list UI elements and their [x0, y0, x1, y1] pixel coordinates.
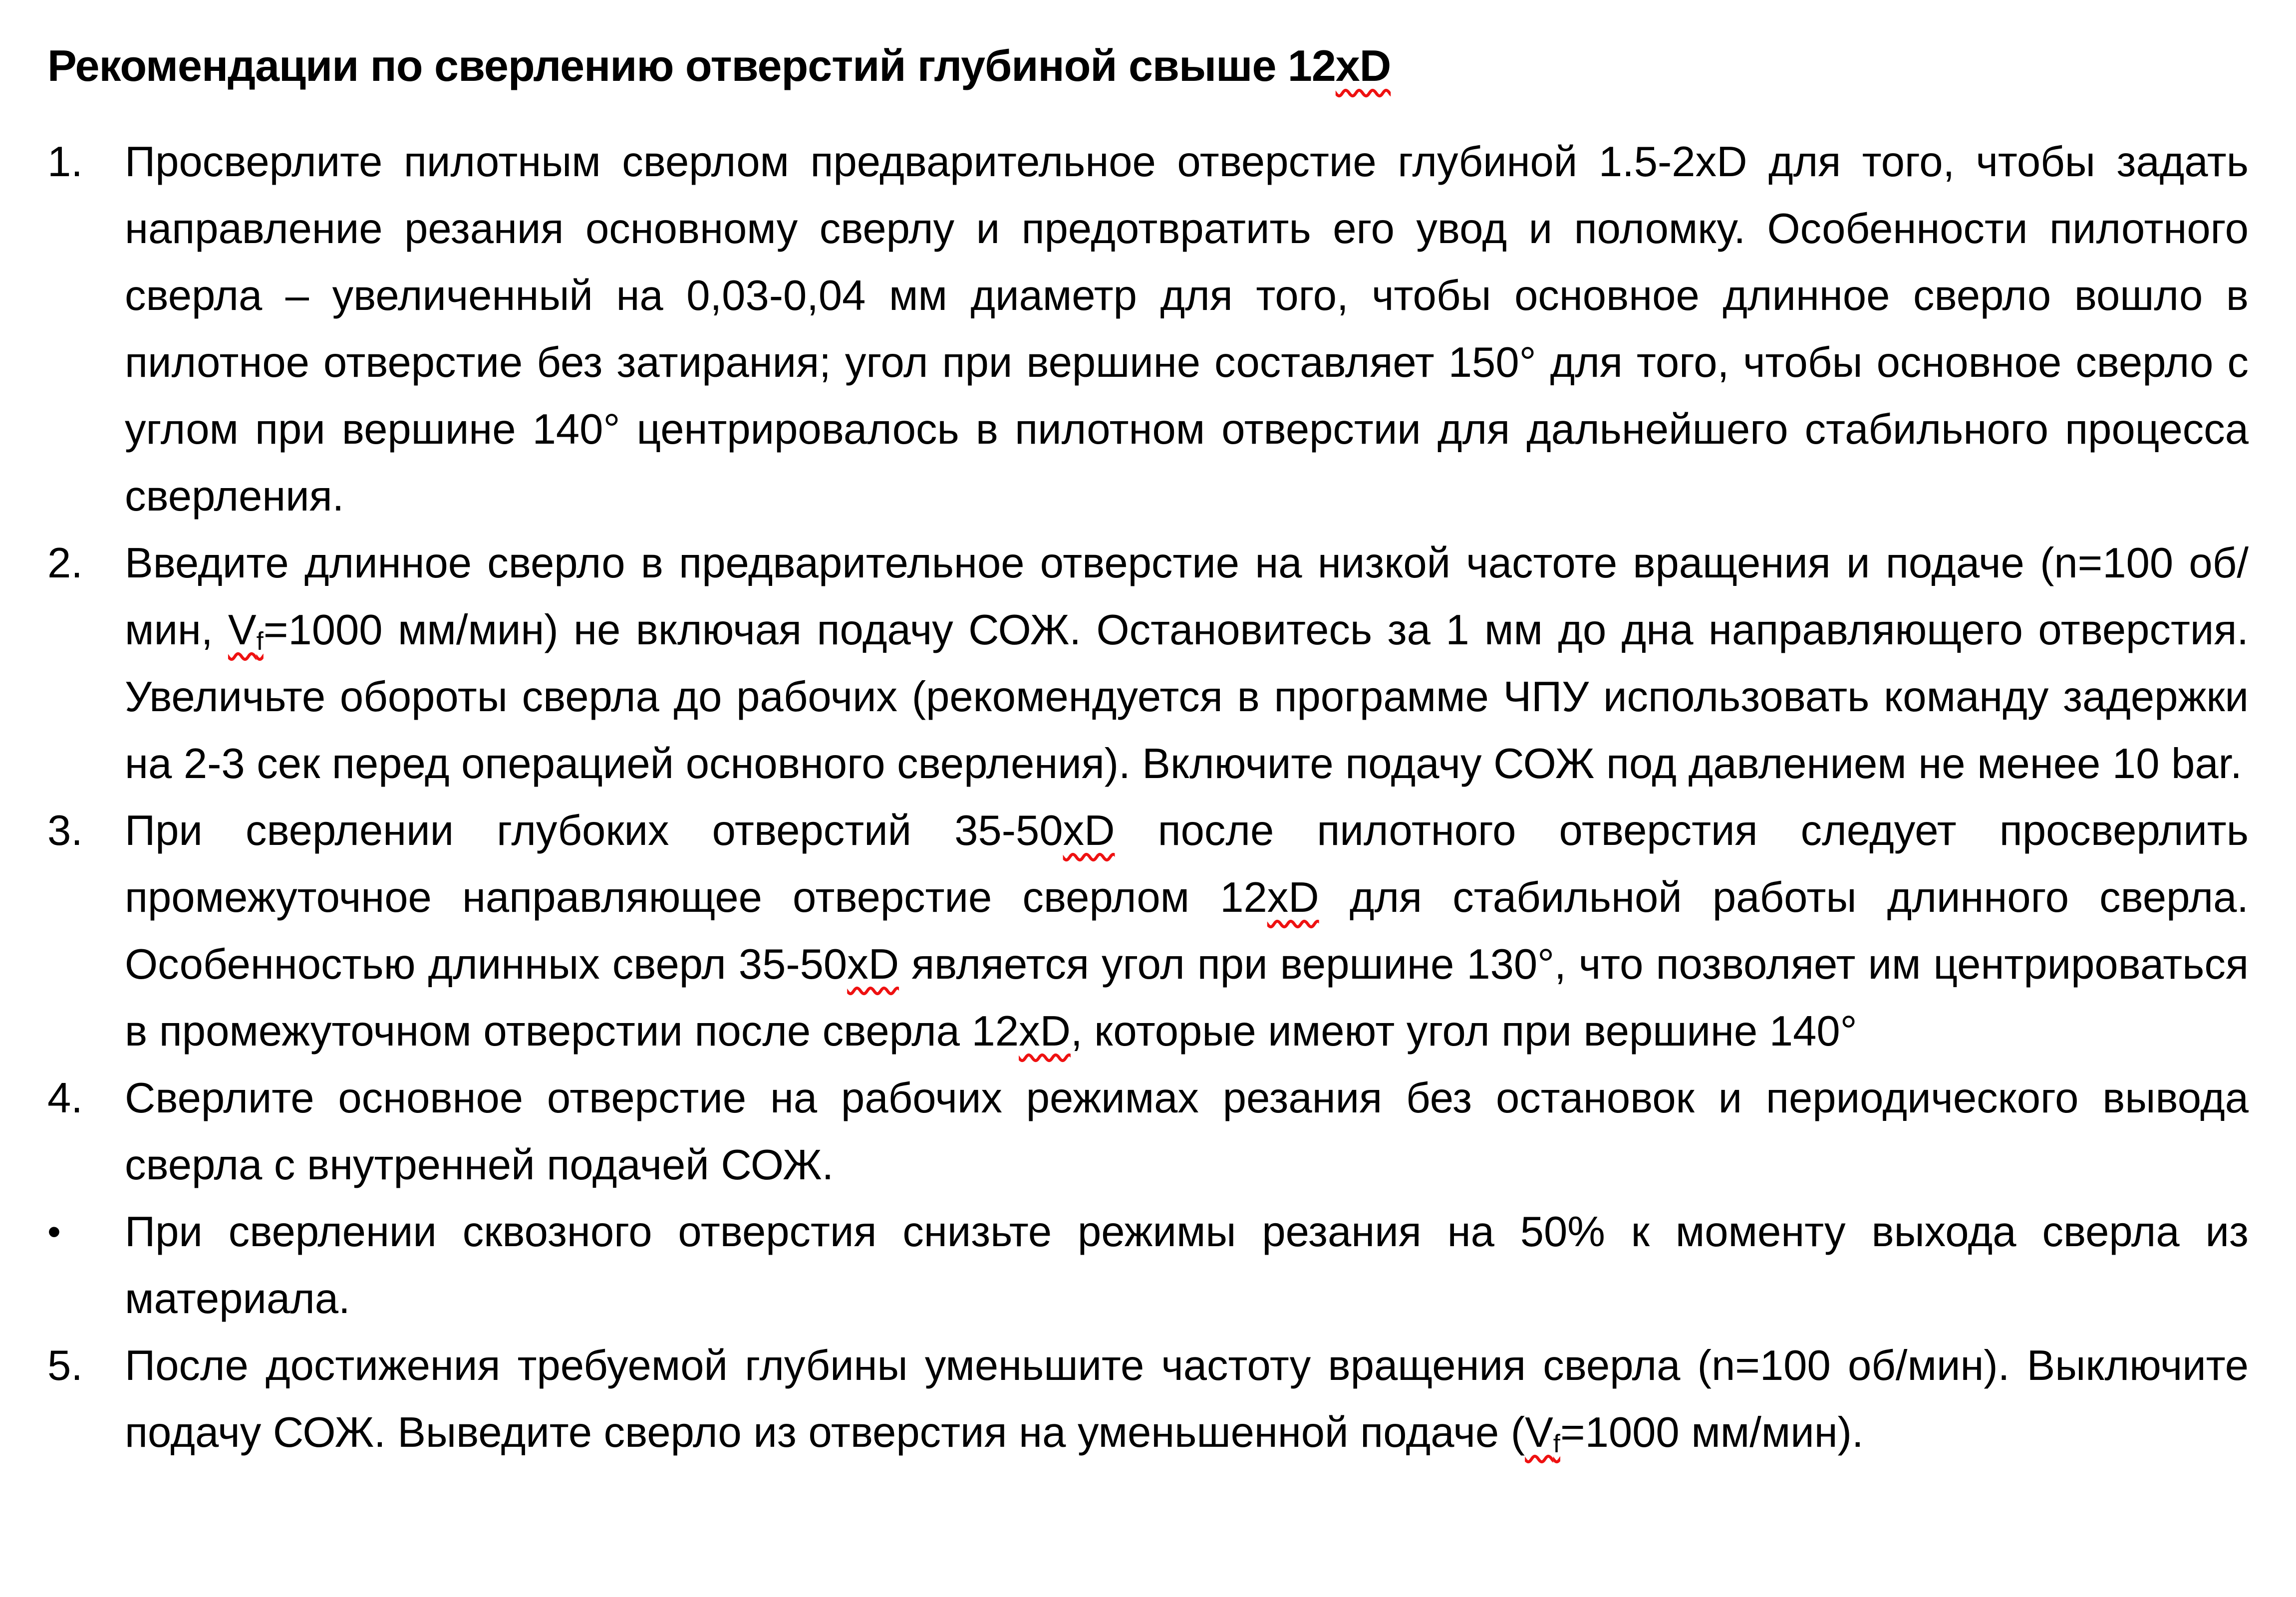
list-item-bullet: [47, 1199, 2249, 1332]
list-item-4: [47, 1065, 2249, 1199]
list-item-2: [47, 530, 2249, 798]
list-marker-1: 1.: [47, 138, 83, 186]
list-marker-5: 5.: [47, 1342, 83, 1389]
list-marker-2: 2.: [47, 539, 83, 587]
paragraph-text: Введите длинное сверло в предварительное отверстие на низкой частоте вращения и подаче (n=100 об/мин,: [125, 539, 2249, 654]
misspelled-term: xD: [1019, 1008, 1071, 1055]
misspelled-term: xD: [1335, 41, 1391, 90]
paragraph-text: =1000 мм/мин) не включая подачу СОЖ. Остановитесь за 1 мм до дна направляющего отверстия. Увеличьте обороты сверла до рабочих (рекомендуется в программе ЧПУ использовать команду задержки на 2-3 сек перед операцией основного сверления). Включите подачу СОЖ под давлением не менее 10 bar.: [125, 606, 2249, 788]
feed-symbol: V: [228, 606, 257, 654]
paragraph-text: После достижения требуемой глубины уменьшите частоту вращения сверла (n=100 об/мин). Выключите подачу СОЖ. Выведите сверло из отверстия на уменьшенной подаче (: [125, 1342, 2249, 1456]
paragraph-text: Просверлите пилотным сверлом предварительное отверстие глубиной 1.5-2xD для того, чтобы задать направление резания основному сверлу и предотвратить его увод и поломку. Особенности пилотного сверла – увеличенный на 0,03-0,04 мм диаметр для того, чтобы основное длинное сверло вошло в пилотное отверстие без затирания; угол при вершине составляет 150° для того, чтобы основное сверло с углом при вершине 140° центрировалось в пилотном отверстии для дальнейшего стабильного процесса сверления.: [125, 138, 2249, 520]
list-marker-3: 3.: [47, 807, 83, 854]
list-marker-4: 4.: [47, 1074, 83, 1122]
list-item-4-text: [125, 1065, 2249, 1199]
misspelled-term: xD: [1267, 874, 1319, 921]
recommendations-list: [47, 129, 2249, 1466]
paragraph-text: =1000 мм/мин).: [1560, 1409, 1864, 1456]
paragraph-text: При сверлении глубоких отверстий 35-50: [125, 807, 1063, 854]
paragraph-text: , которые имеют угол при вершине 140°: [1071, 1008, 1857, 1055]
misspelled-term: [1525, 1409, 1560, 1456]
title-text: Рекомендации по сверлению отверстий глубиной свыше 12: [47, 41, 1336, 90]
paragraph-text: При сверлении сквозного отверстия снизьте режимы резания на 50% к моменту выхода сверла из материала.: [125, 1208, 2249, 1323]
paragraph-text: для стабильной работы длинного сверла. Особенностью длинных сверл 35-50: [125, 874, 2249, 988]
paragraph-text: Сверлите основное отверстие на рабочих режимах резания без остановок и периодического вывода сверла с внутренней подачей СОЖ.: [125, 1074, 2249, 1189]
list-item-5-text: [125, 1332, 2249, 1466]
list-item-1-text: [125, 129, 2249, 530]
feed-subscript: f: [1553, 1429, 1560, 1458]
feed-symbol: V: [1525, 1409, 1553, 1456]
misspelled-term: xD: [847, 941, 899, 988]
paragraph-text: после пилотного отверстия следует просверлить промежуточное направляющее отверстие сверлом 12: [125, 807, 2249, 921]
misspelled-term: [228, 606, 264, 654]
list-item-bullet-text: [125, 1199, 2249, 1332]
list-item-3-text: [125, 798, 2249, 1065]
list-item-2-text: [125, 530, 2249, 798]
misspelled-term: xD: [1063, 807, 1115, 854]
list-item-3: [47, 798, 2249, 1065]
paragraph-text: является угол при вершине 130°, что позволяет им центрироваться в промежуточном отверстии после сверла 12: [125, 941, 2249, 1055]
list-item-5: [47, 1332, 2249, 1466]
list-item-1: [47, 129, 2249, 530]
document-title: [47, 31, 2249, 101]
bullet-marker: •: [47, 1211, 61, 1253]
feed-subscript: f: [256, 627, 264, 656]
